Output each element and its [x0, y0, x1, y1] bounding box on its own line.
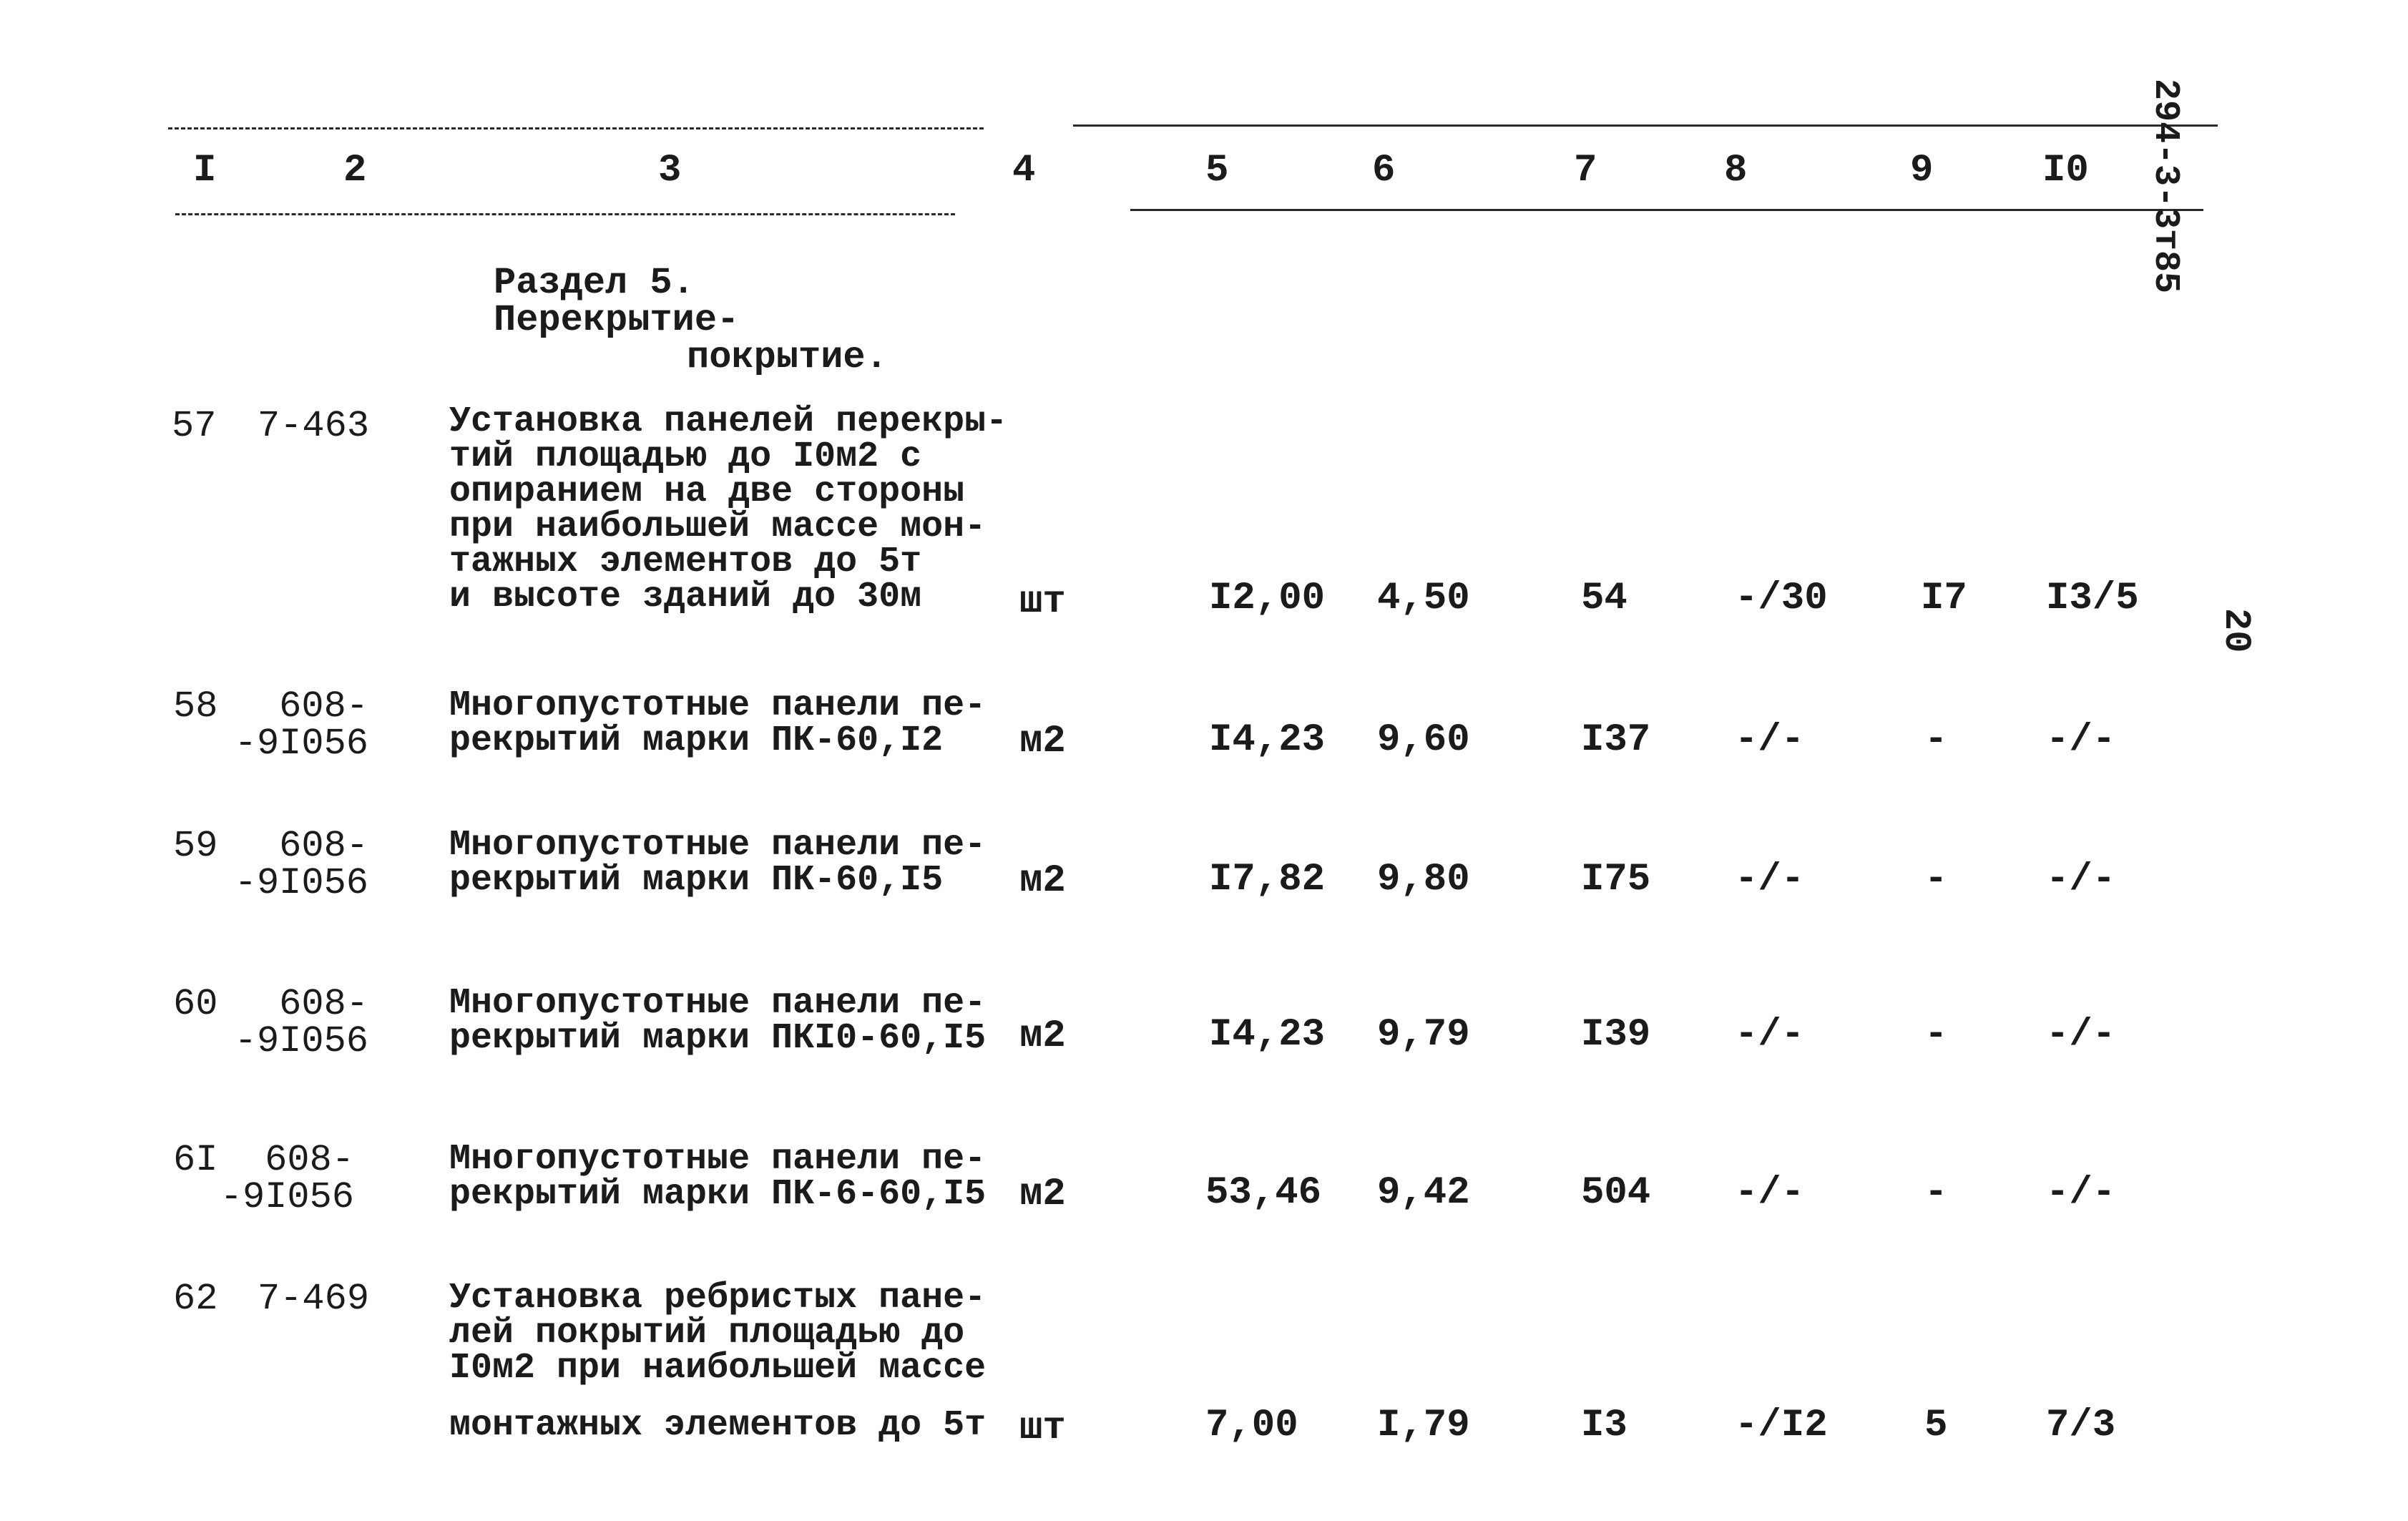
column-header-3: 3: [658, 149, 682, 192]
work-description-last-line: монтажных элементов до 5т: [449, 1405, 987, 1446]
margin-document-code: 294-3-3т85: [2145, 79, 2186, 294]
col10-value: -/-: [2046, 1171, 2116, 1215]
col5-value: 53,46: [1205, 1171, 1322, 1215]
row-number: 6I: [173, 1139, 218, 1181]
col10-value: -/-: [2046, 718, 2116, 762]
col10-value: 7/3: [2046, 1404, 2116, 1447]
norm-code: 608- -9I056: [234, 685, 368, 765]
norm-code: 608- -9I056: [234, 825, 368, 904]
col8-value: -/I2: [1735, 1404, 1828, 1447]
col8-value: -/30: [1735, 577, 1828, 620]
norm-code: 608- -9I056: [220, 1139, 354, 1218]
col10-value: -/-: [2046, 858, 2116, 901]
col7-value: I3: [1581, 1404, 1628, 1447]
col9-value: -: [1924, 1013, 1948, 1057]
work-description: Многопустотные панели пе- рекрытий марки ПК-60,I2: [449, 685, 987, 761]
col8-value: -/-: [1735, 1013, 1805, 1057]
row-number: 58: [173, 685, 218, 728]
unit: м2: [1019, 859, 1066, 903]
column-header-2: 2: [343, 149, 367, 192]
column-header-8: 8: [1724, 149, 1748, 192]
col7-value: I37: [1581, 718, 1651, 762]
work-description: Многопустотные панели пе- рекрытий марки ПК-60,I5: [449, 825, 987, 901]
table-top-rule: [168, 127, 984, 129]
row-number: 59: [173, 825, 218, 867]
work-description: Многопустотные панели пе- рекрытий марки ПКI0-60,I5: [449, 983, 987, 1059]
work-description: Установка ребристых пане- лей покрытий площадью до I0м2 при наибольшей массе: [449, 1278, 987, 1389]
column-header-4: 4: [1012, 149, 1036, 192]
row-number: 57: [172, 405, 217, 447]
col6-value: 9,42: [1377, 1171, 1470, 1215]
col10-value: I3/5: [2046, 577, 2139, 620]
unit: м2: [1019, 1173, 1066, 1216]
section-title-line-1: Раздел 5. Перекрытие-: [494, 262, 740, 341]
unit: м2: [1019, 720, 1066, 763]
col5-value: 7,00: [1205, 1404, 1298, 1447]
work-description: Установка панелей перекры- тий площадью до I0м2 с опиранием на две стороны при наибольшей массе мон- тажных элементов до 5т и высоте зданий до 30м: [449, 401, 1008, 617]
column-header-5: 5: [1205, 149, 1229, 192]
column-header-10: I0: [2042, 149, 2089, 192]
col5-value: I7,82: [1209, 858, 1326, 901]
norm-code: 7-469: [258, 1278, 370, 1320]
col7-value: 504: [1581, 1171, 1651, 1215]
section-title: [494, 262, 951, 378]
row-number: 60: [173, 983, 218, 1025]
col5-value: I4,23: [1209, 718, 1326, 762]
col8-value: -/-: [1735, 718, 1805, 762]
col7-value: 54: [1581, 577, 1628, 620]
col9-value: -: [1924, 718, 1948, 762]
column-header-6: 6: [1372, 149, 1396, 192]
margin-page-number: 20: [2215, 608, 2257, 653]
column-header-1: I: [193, 149, 217, 192]
unit: шт: [1019, 1407, 1066, 1450]
header-bottom-rule: [175, 213, 955, 215]
unit: шт: [1019, 580, 1066, 624]
col5-value: I4,23: [1209, 1013, 1326, 1057]
col9-value: I7: [1921, 577, 1967, 620]
col8-value: -/-: [1735, 858, 1805, 901]
norm-code: 7-463: [258, 405, 370, 447]
col7-value: I75: [1581, 858, 1651, 901]
col5-value: I2,00: [1209, 577, 1326, 620]
col9-value: -: [1924, 1171, 1948, 1215]
col6-value: I,79: [1377, 1404, 1470, 1447]
col7-value: I39: [1581, 1013, 1651, 1057]
header-bottom-rule-right: [1130, 209, 2203, 211]
col6-value: 9,60: [1377, 718, 1470, 762]
unit: м2: [1019, 1014, 1066, 1058]
table-top-rule-right: [1073, 124, 2218, 127]
col6-value: 9,80: [1377, 858, 1470, 901]
column-header-9: 9: [1910, 149, 1934, 192]
col6-value: 9,79: [1377, 1013, 1470, 1057]
row-number: 62: [173, 1278, 218, 1320]
col8-value: -/-: [1735, 1171, 1805, 1215]
col6-value: 4,50: [1377, 577, 1470, 620]
col9-value: 5: [1924, 1404, 1948, 1447]
col9-value: -: [1924, 858, 1948, 901]
column-header-7: 7: [1574, 149, 1597, 192]
col10-value: -/-: [2046, 1013, 2116, 1057]
work-description: Многопустотные панели пе- рекрытий марки ПК-6-60,I5: [449, 1139, 987, 1215]
norm-code: 608- -9I056: [234, 983, 368, 1062]
section-title-line-2: покрытие.: [687, 336, 888, 378]
